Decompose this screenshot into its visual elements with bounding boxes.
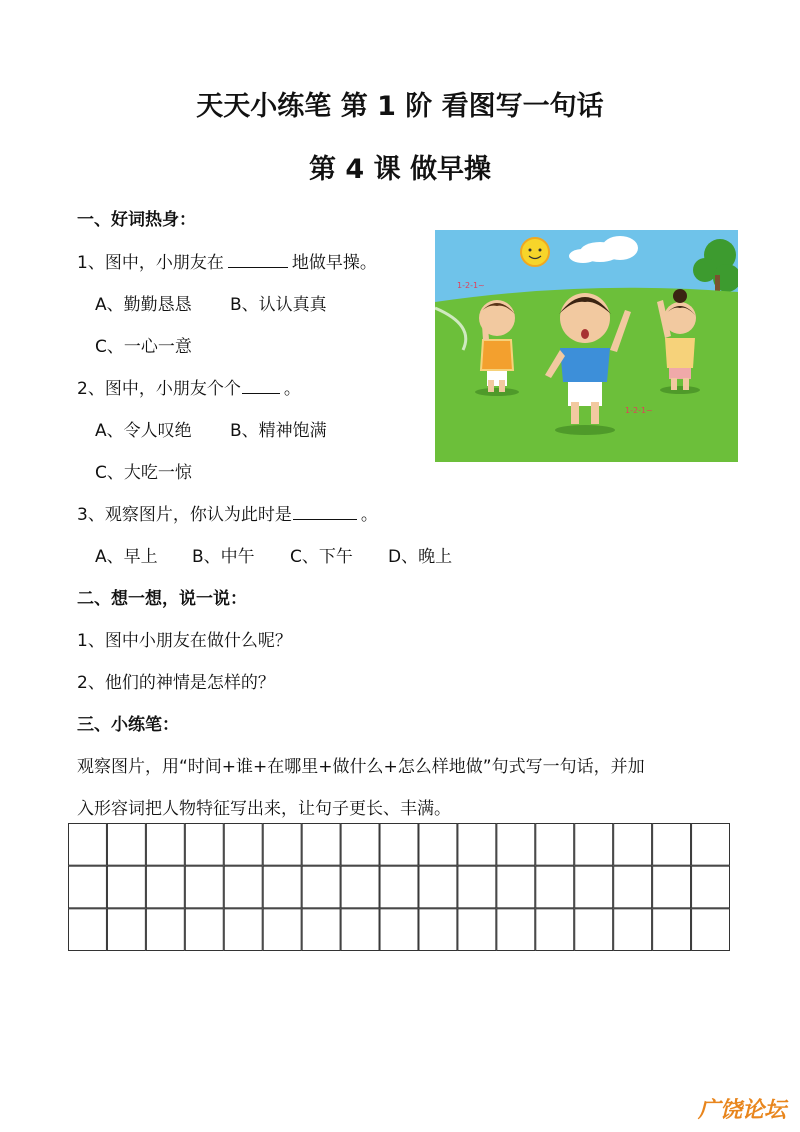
- grid-cell[interactable]: [146, 824, 184, 866]
- section-3-instruction-line-1: 观察图片，用“时间+谁+在哪里+做什么+怎么样地做”句式写一句话，并加: [77, 757, 645, 777]
- grid-cell[interactable]: [341, 824, 379, 866]
- section-1-heading: 一、好词热身：: [77, 210, 196, 230]
- grid-cell[interactable]: [458, 866, 496, 908]
- grid-cell[interactable]: [380, 824, 418, 866]
- grid-cell[interactable]: [536, 909, 574, 951]
- grid-cell[interactable]: [107, 866, 145, 908]
- grid-cell[interactable]: [497, 866, 535, 908]
- grid-cell[interactable]: [497, 909, 535, 951]
- page-title: 天天小练笔 第 1 阶 看图写一句话: [196, 91, 604, 122]
- section-3-instruction-line-2: 入形容词把人物特征写出来，让句子更长、丰满。: [77, 799, 451, 819]
- grid-cell[interactable]: [536, 824, 574, 866]
- question-2-tail: 。: [283, 379, 301, 399]
- grid-cell[interactable]: [653, 866, 691, 908]
- grid-cell[interactable]: [419, 824, 457, 866]
- question-3-option-a[interactable]: A、早上: [95, 547, 158, 567]
- question-2-option-a[interactable]: A、令人叹绝: [95, 421, 192, 441]
- count-label-right: 1-2-1~: [625, 406, 653, 415]
- question-1-tail: 地做早操。: [291, 253, 377, 273]
- grid-cell[interactable]: [614, 824, 652, 866]
- question-3-option-b[interactable]: B、中午: [192, 547, 255, 567]
- grid-cell[interactable]: [380, 866, 418, 908]
- grid-cell[interactable]: [224, 909, 262, 951]
- question-1-option-a[interactable]: A、勤勤恳恳: [95, 295, 192, 315]
- grid-cell[interactable]: [146, 866, 184, 908]
- grid-cell[interactable]: [614, 866, 652, 908]
- question-1: [77, 248, 377, 273]
- grid-cell[interactable]: [380, 909, 418, 951]
- grid-cell[interactable]: [341, 909, 379, 951]
- grid-cell[interactable]: [419, 909, 457, 951]
- grid-cell[interactable]: [185, 909, 223, 951]
- grid-cell[interactable]: [692, 866, 730, 908]
- question-1-option-b[interactable]: B、认认真真: [230, 295, 327, 315]
- question-2-blank[interactable]: [242, 379, 280, 394]
- morning-exercise-illustration: [435, 230, 738, 462]
- grid-cell[interactable]: [263, 909, 301, 951]
- grid-cell[interactable]: [341, 866, 379, 908]
- grid-cell[interactable]: [302, 866, 340, 908]
- grid-cell[interactable]: [69, 909, 107, 951]
- grid-cell[interactable]: [107, 824, 145, 866]
- grid-cell[interactable]: [224, 866, 262, 908]
- grid-cell[interactable]: [653, 909, 691, 951]
- writing-grid[interactable]: [68, 823, 730, 951]
- grid-cell[interactable]: [653, 824, 691, 866]
- grid-cell[interactable]: [302, 909, 340, 951]
- question-3-tail: 。: [360, 505, 378, 525]
- question-2: [77, 374, 301, 399]
- section-2-question-2: 2、他们的神情是怎样的？: [77, 673, 275, 693]
- grid-cell[interactable]: [69, 824, 107, 866]
- question-2-text: 2、图中，小朋友个个: [77, 379, 241, 399]
- question-3: [77, 500, 378, 525]
- question-1-text: 1、图中，小朋友在: [77, 253, 224, 273]
- grid-cell[interactable]: [185, 824, 223, 866]
- grid-cell[interactable]: [458, 909, 496, 951]
- grid-cell[interactable]: [614, 909, 652, 951]
- sun-icon: [521, 238, 549, 266]
- section-2-heading: 二、想一想，说一说：: [77, 589, 247, 609]
- grid-cell[interactable]: [419, 866, 457, 908]
- grid-cell[interactable]: [107, 909, 145, 951]
- grid-cell[interactable]: [575, 909, 613, 951]
- grid-cell[interactable]: [575, 866, 613, 908]
- section-3-heading: 三、小练笔：: [77, 715, 179, 735]
- grid-cell[interactable]: [302, 824, 340, 866]
- grid-cell[interactable]: [263, 824, 301, 866]
- question-3-blank[interactable]: [293, 505, 357, 520]
- grid-cell[interactable]: [458, 824, 496, 866]
- grid-cell[interactable]: [536, 866, 574, 908]
- section-2-question-1: 1、图中小朋友在做什么呢？: [77, 631, 292, 651]
- question-3-text: 3、观察图片，你认为此时是: [77, 505, 292, 525]
- grid-cell[interactable]: [224, 824, 262, 866]
- question-2-option-c[interactable]: C、大吃一惊: [95, 463, 192, 483]
- lesson-title: 第 4 课 做早操: [309, 154, 491, 185]
- grid-cell[interactable]: [692, 824, 730, 866]
- question-2-option-b[interactable]: B、精神饱满: [230, 421, 327, 441]
- count-label-left: 1-2-1~: [457, 281, 485, 290]
- question-1-option-c[interactable]: C、一心一意: [95, 337, 192, 357]
- grid-cell[interactable]: [692, 909, 730, 951]
- question-3-option-d[interactable]: D、晚上: [388, 547, 453, 567]
- watermark-logo: 广饶论坛: [697, 1098, 786, 1123]
- grid-cell[interactable]: [263, 866, 301, 908]
- grid-cell[interactable]: [146, 909, 184, 951]
- grid-cell[interactable]: [69, 866, 107, 908]
- grid-cell[interactable]: [185, 866, 223, 908]
- grid-cell[interactable]: [497, 824, 535, 866]
- question-3-option-c[interactable]: C、下午: [290, 547, 353, 567]
- question-1-blank[interactable]: [228, 253, 288, 268]
- grid-cell[interactable]: [575, 824, 613, 866]
